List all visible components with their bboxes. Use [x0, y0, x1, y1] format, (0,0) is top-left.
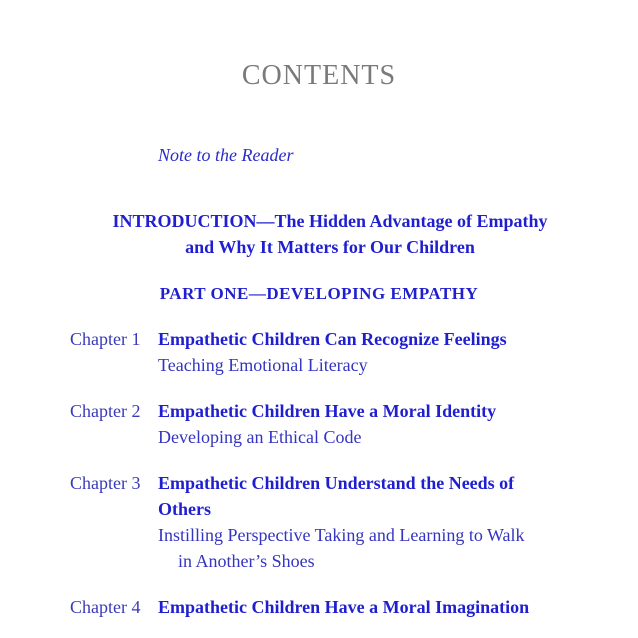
chapter-title: Empathetic Children Understand the Needs of Others — [158, 473, 515, 519]
chapter-subtitle — [158, 522, 578, 574]
chapter-title: Empathetic Children Have a Moral Imagination — [158, 597, 530, 617]
toc-entry-introduction[interactable] — [60, 208, 600, 260]
chapter-title: Empathetic Children Have a Moral Identity — [158, 401, 497, 421]
chapter-subtitle-line1: Instilling Perspective Taking and Learning to Walk — [158, 525, 525, 545]
toc-entry-note-to-reader[interactable]: Note to the Reader — [158, 145, 294, 165]
chapter-number: Chapter 3 — [70, 473, 141, 493]
chapter-subtitle-line2: in Another’s Shoes — [178, 551, 315, 571]
chapter-number: Chapter 2 — [70, 401, 141, 421]
introduction-title-line2: and Why It Matters for Our Children — [185, 237, 475, 257]
toc-entry-chapter-1[interactable] — [70, 326, 590, 378]
chapter-subtitle: Teaching Emotional Literacy — [158, 355, 368, 375]
part-one-heading[interactable]: PART ONE—DEVELOPING EMPATHY — [159, 284, 479, 303]
toc-entry-chapter-3[interactable] — [70, 470, 590, 574]
toc-entry-chapter-4[interactable] — [70, 594, 590, 620]
chapter-number: Chapter 1 — [70, 329, 141, 349]
introduction-title-line1: INTRODUCTION—The Hidden Advantage of Empathy — [112, 211, 548, 231]
toc-entry-chapter-2[interactable] — [70, 398, 590, 450]
chapter-title: Empathetic Children Can Recognize Feelings — [158, 329, 507, 349]
chapter-subtitle: Developing an Ethical Code — [158, 427, 362, 447]
page-title: CONTENTS — [241, 60, 397, 91]
chapter-number: Chapter 4 — [70, 597, 141, 617]
